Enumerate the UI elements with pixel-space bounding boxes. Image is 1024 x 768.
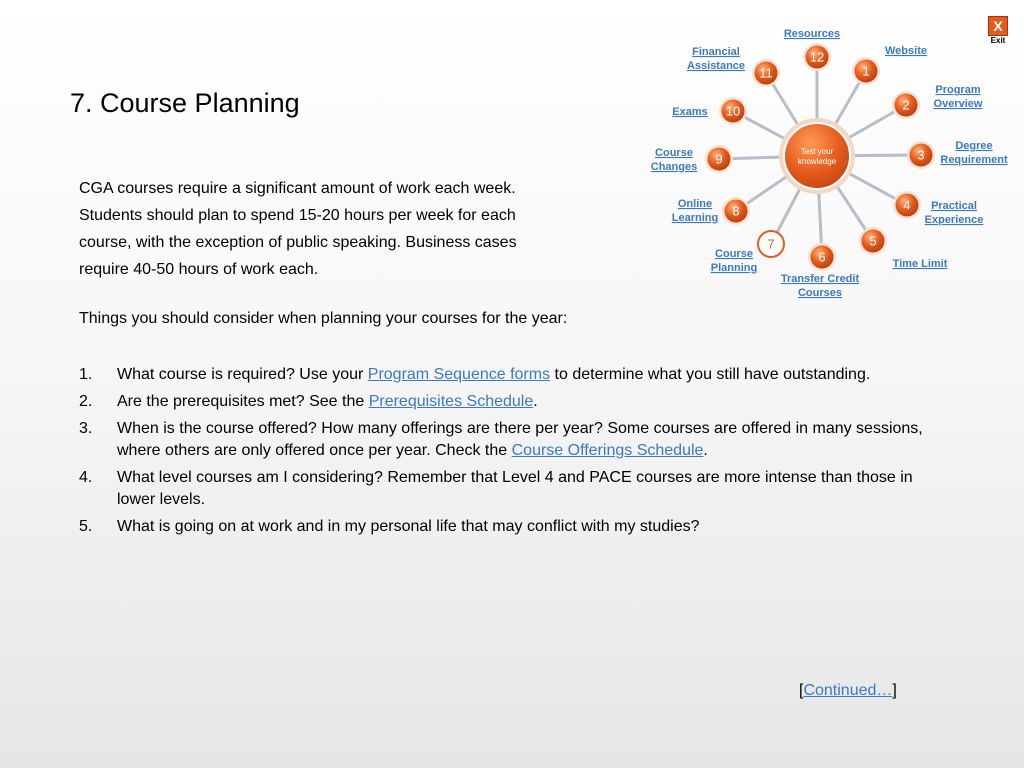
list-text: Are the prerequisites met? See the xyxy=(117,393,369,410)
wheel-node-9[interactable] xyxy=(705,145,733,173)
continued-link[interactable]: Continued… xyxy=(803,682,893,699)
wheel-node-number: 6 xyxy=(818,249,826,265)
wheel-node-number: 5 xyxy=(869,233,877,249)
transfer-credit-courses-link[interactable]: Courses xyxy=(797,287,843,299)
wheel-node-number: 12 xyxy=(809,49,825,65)
wheel-node-number: 11 xyxy=(759,65,773,81)
wheel-node-number: 4 xyxy=(903,197,911,213)
course-offerings-schedule-link[interactable]: Course Offerings Schedule xyxy=(511,442,704,459)
bracket-close: ] xyxy=(892,682,897,699)
continued-nav xyxy=(799,682,897,700)
wheel-node-number: 3 xyxy=(917,147,925,163)
financial-assistance-link[interactable]: Financial xyxy=(692,46,740,58)
online-learning-link[interactable]: Learning xyxy=(671,212,719,224)
test-knowledge-button xyxy=(784,123,850,189)
list-text: What level courses am I considering? Remember that Level 4 and PACE courses are more intense than those in lower levels. xyxy=(117,469,913,508)
wheel-node-1[interactable] xyxy=(852,57,880,85)
intro-line: CGA courses require a significant amount of work each week. xyxy=(79,180,516,197)
wheel-hub-line: knowledge xyxy=(797,157,837,166)
list-item xyxy=(79,364,939,386)
financial-assistance-link[interactable]: Assistance xyxy=(686,60,746,72)
program-overview-link[interactable]: Overview xyxy=(933,98,983,110)
wheel-node-11[interactable] xyxy=(752,59,780,87)
time-limit-link[interactable]: Time Limit xyxy=(892,258,948,270)
intro-line: course, with the exception of public speaking. Business cases xyxy=(79,234,517,251)
wheel-node-5[interactable] xyxy=(859,227,887,255)
list-number: 1. xyxy=(79,366,93,383)
practical-experience-link[interactable]: Practical xyxy=(931,200,977,212)
program-overview-link[interactable]: Program xyxy=(935,84,981,96)
course-changes-link[interactable]: Changes xyxy=(650,161,698,173)
list-text: When is the course offered? How many offerings are there per year? Some courses are offered in many sessions, where others are only offered once per year. Check the xyxy=(117,420,923,459)
practical-experience-link[interactable]: Experience xyxy=(924,214,984,226)
degree-requirement-link[interactable]: Degree xyxy=(955,140,993,152)
wheel-node-2[interactable] xyxy=(892,91,920,119)
intro-line: require 40-50 hours of work each. xyxy=(79,261,319,278)
wheel-node-number: 2 xyxy=(902,97,910,113)
list-item xyxy=(79,418,939,462)
intro-line: Students should plan to spend 15-20 hours per week for each xyxy=(79,207,516,224)
navigation-wheel xyxy=(0,0,1024,320)
page-title: 7. Course Planning xyxy=(70,88,300,118)
list-text: . xyxy=(703,442,708,459)
wheel-node-4[interactable] xyxy=(893,191,921,219)
wheel-node-number: 1 xyxy=(862,63,870,79)
degree-requirement-link[interactable]: Requirement xyxy=(940,154,1008,166)
resources-link[interactable]: Resources xyxy=(783,28,841,40)
list-text: What course is required? Use your xyxy=(117,366,368,383)
close-icon: X xyxy=(988,16,1008,36)
wheel-node-number: 9 xyxy=(715,151,723,167)
website-link[interactable]: Website xyxy=(885,45,927,57)
list-item xyxy=(79,467,939,511)
list-item xyxy=(79,391,939,413)
course-planning-link[interactable]: Course xyxy=(715,248,753,260)
wheel-node-number: 8 xyxy=(732,203,740,219)
program-sequence-forms-link[interactable]: Program Sequence forms xyxy=(367,366,551,383)
exit-label: Exit xyxy=(990,36,1006,45)
considerations-list xyxy=(79,364,939,543)
wheel-node-7[interactable] xyxy=(758,231,784,257)
wheel-node-number: 7 xyxy=(767,236,775,252)
list-number: 3. xyxy=(79,420,93,437)
transfer-credit-courses-link[interactable]: Transfer Credit xyxy=(780,273,860,285)
wheel-node-3[interactable] xyxy=(907,141,935,169)
list-text: . xyxy=(533,393,538,410)
wheel-hub-line: Test your xyxy=(800,147,834,156)
list-item xyxy=(79,516,939,538)
list-number: 2. xyxy=(79,393,93,410)
exams-link[interactable]: Exams xyxy=(672,106,708,118)
consider-heading: Things you should consider when planning your courses for the year: xyxy=(79,310,568,327)
wheel-node-number: 10 xyxy=(725,103,741,119)
list-text: to determine what you still have outstanding. xyxy=(550,366,871,383)
wheel-node-10[interactable] xyxy=(719,97,747,125)
wheel-node-12[interactable] xyxy=(803,43,831,71)
list-number: 4. xyxy=(79,469,93,486)
online-learning-link[interactable]: Online xyxy=(677,198,713,210)
list-text: What is going on at work and in my personal life that may conflict with my studies? xyxy=(117,518,700,535)
course-changes-link[interactable]: Course xyxy=(655,147,693,159)
list-number: 5. xyxy=(79,518,93,535)
course-planning-link[interactable]: Planning xyxy=(710,262,758,274)
prerequisites-schedule-link[interactable]: Prerequisites Schedule xyxy=(368,393,534,410)
wheel-node-8[interactable] xyxy=(722,197,750,225)
bracket-open: [ xyxy=(799,682,804,699)
wheel-node-6[interactable] xyxy=(808,243,836,271)
